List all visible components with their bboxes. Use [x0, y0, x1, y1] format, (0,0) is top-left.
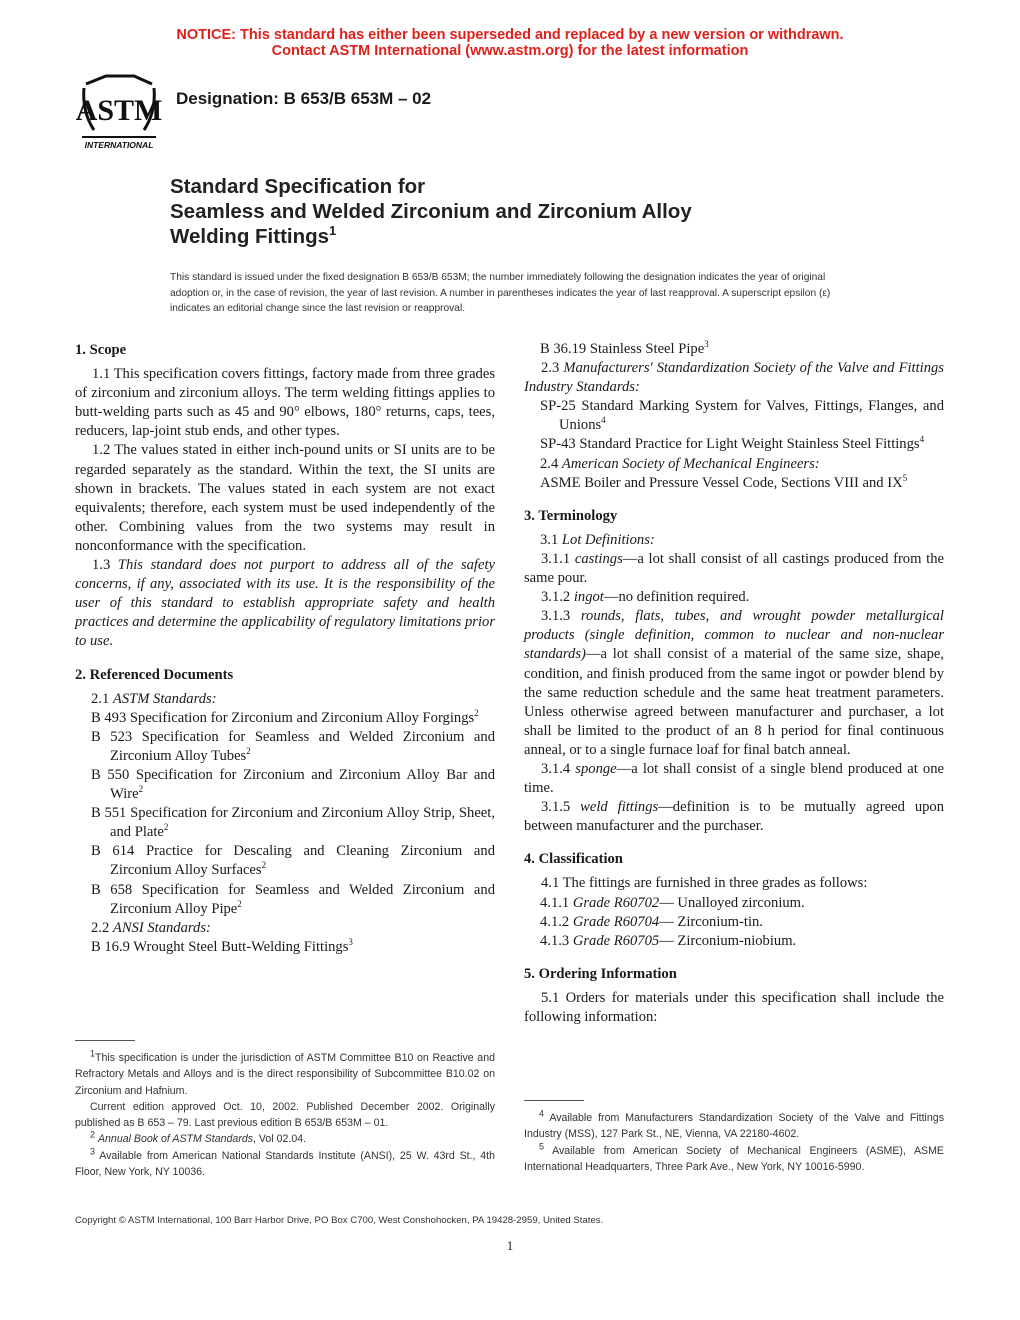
ansi-item-1: B 16.9 Wrought Steel Butt-Welding Fittings$^3$	[91, 936, 353, 955]
grade-item: 4.1.3 Grade R60705— Zirconium-niobium.	[540, 932, 797, 949]
footnotes-left	[75, 1050, 495, 1180]
mss-item-2: SP-43 Standard Practice for Light Weight Stainless Steel Fittings$^4$	[540, 434, 925, 453]
mss-standards-label: 2.3 Manufacturers' Standardization Society of the Valve and Fittings Industry Standards:	[524, 360, 944, 396]
issued-note: This standard is issued under the fixed designation B 653/B 653M; the number immediately following the designation indicates the year of original adoption or, in the case of revision, the year of last revision. A number in parentheses indicates the year of last reapproval. A superscript epsilon (ε) indicates an editorial change since the last revision or reapproval.	[170, 272, 831, 314]
term-ingot: 3.1.2 ingot—no definition required.	[541, 589, 750, 606]
astm-standards-label: 2.1 ASTM Standards:	[91, 690, 217, 707]
document-title	[170, 174, 870, 249]
copyright: Copyright © ASTM International, 100 Barr Harbor Drive, PO Box C700, West Conshohocken, PA 19428-2959, United States.	[75, 1215, 604, 1226]
designation: Designation: B 653/B 653M – 02	[176, 89, 432, 108]
title-line-1: Standard Specification for	[170, 175, 426, 198]
astm-logo	[76, 72, 162, 152]
scope-1-1: 1.1 This specification covers fittings, factory made from three grades of zirconium and zirconium alloys. The term welding fittings applies to butt-welding parts such as 45 and 90° elbows, 180° returns, caps, tees, reducers, lap-joint stub ends, and other types.	[75, 366, 495, 440]
asme-label: 2.4 American Society of Mechanical Engineers:	[540, 455, 820, 472]
ordering-5-1: 5.1 Orders for materials under this specification shall include the following information:	[524, 989, 944, 1025]
term-sponge: 3.1.4 sponge—a lot shall consist of a single blend produced at one time.	[524, 760, 944, 797]
notice-line-1: NOTICE: This standard has either been superseded and replaced by a new version or withdrawn.	[176, 27, 844, 43]
term-rounds: 3.1.3 rounds, flats, tubes, and wrought powder metallurgical products (single definition, common to nuclear and non-nuclear standards)—a lot shall consist of a material of the same size, shape, condition, and finish produced from the same ingot or powder blend by the same reduction schedule and the same heat treatment parameters. Unless otherwise agreed between manufacturer and purchaser, a lot shall be limited to the product of an 8 h period for final continuous anneal, or to a single furnace loaf for final batch anneal.	[524, 608, 944, 758]
footnote-4: $^4$ Available from Manufacturers Standardization Society of the Valve and Fittings Industry (MSS), 127 Park St., NE, Vienna, VA 22180-4602.	[524, 1108, 944, 1141]
terminology-heading: 3. Terminology	[524, 507, 618, 524]
term-weld-fittings: 3.1.5 weld fittings—definition is to be mutually agreed upon between manufacturer and the purchaser.	[524, 799, 945, 835]
grade-item: 4.1.2 Grade R60704— Zirconium-tin.	[540, 913, 763, 930]
logo-subtext: INTERNATIONAL	[84, 140, 154, 150]
astm-item: B 551 Specification for Zirconium and Zirconium Alloy Strip, Sheet, and Plate$^2$	[91, 805, 495, 841]
footnote-2: $^2$ Annual Book of ASTM Standards, Vol 02.04.	[90, 1129, 307, 1146]
ordering-heading: 5. Ordering Information	[524, 965, 677, 982]
title-line-2: Seamless and Welded Zirconium and Zirconium Alloy	[170, 200, 692, 223]
asme-item-1: ASME Boiler and Pressure Vessel Code, Sections VIII and $IX^5$	[540, 472, 908, 491]
astm-item: B 658 Specification for Seamless and Welded Zirconium and Zirconium Alloy Pipe$^2$	[91, 881, 495, 917]
footnote-1: $^1$This specification is under the jurisdiction of ASTM Committee B10 on Reactive and Refractory Metals and Alloys and is the direct responsibility of Subcommittee B10.02 on Zirconium and Hafnium.	[75, 1048, 495, 1097]
right-column	[524, 337, 944, 1027]
referenced-heading: 2. Referenced Documents	[75, 666, 234, 683]
astm-item: B 614 Practice for Descaling and Cleaning Zirconium and Zirconium Alloy Surfaces$^2$	[91, 843, 495, 879]
title-line-3: Welding Fittings	[170, 225, 330, 248]
page-number: 1	[506, 1238, 514, 1253]
footnote-5: $^5$ Available from American Society of Mechanical Engineers (ASME), ASME International Headquarters, Three Park Ave., New York, NY 10016-5990.	[524, 1141, 944, 1173]
classification-heading: 4. Classification	[524, 851, 623, 868]
footnote-rule-left	[75, 1040, 135, 1041]
title-footnote-mark: 1	[329, 223, 337, 239]
scope-heading: 1. Scope	[75, 342, 127, 358]
term-castings: 3.1.1 castings—a lot shall consist of all castings produced from the same pour.	[524, 550, 944, 587]
footnote-3: $^3$ Available from American National Standards Institute (ANSI), 25 W. 43rd St., 4th Floor, New York, NY 10036.	[75, 1146, 496, 1179]
astm-item: B 493 Specification for Zirconium and Zirconium Alloy Forgings$^2$	[91, 707, 479, 726]
mss-item-1: SP-25 Standard Marking System for Valves, Fittings, Flanges, and Unions$^4$	[540, 398, 944, 434]
ansi-standards-label: 2.2 ANSI Standards:	[91, 919, 211, 936]
left-column	[75, 337, 495, 957]
logo-text: ASTM	[76, 94, 162, 127]
scope-1-2: 1.2 The values stated in either inch-pound units or SI units are to be regarded separately as the standard. Within the text, the SI units are shown in brackets. The values stated in each system are not exact equivalents; therefore, each system must be used independently of the other. Combining values from the two systems may result in nonconformance with the specification.	[75, 442, 495, 554]
footnotes-right	[524, 1110, 944, 1175]
ansi-item-2: B 36.19 Stainless Steel Pipe$^3$	[540, 339, 709, 357]
lot-definitions: 3.1 Lot Definitions:	[540, 531, 655, 548]
footnote-rule-right	[524, 1100, 584, 1101]
astm-item: B 550 Specification for Zirconium and Zirconium Alloy Bar and Wire$^2$	[91, 766, 495, 803]
notice-line-2: Contact ASTM International (www.astm.org) for the latest information	[271, 43, 749, 59]
astm-standards-list	[75, 709, 495, 919]
grade-item: 4.1.1 Grade R60702— Unalloyed zirconium.	[540, 894, 805, 911]
astm-item: B 523 Specification for Seamless and Welded Zirconium and Zirconium Alloy Tubes$^2$	[91, 728, 495, 764]
scope-1-3: 1.3 This standard does not purport to address all of the safety concerns, if any, associated with its use. It is the responsibility of the user of this standard to establish appropriate safety and health practices and determine the applicability of regulatory limitations prior to use.	[75, 557, 495, 650]
footnote-1b: Current edition approved Oct. 10, 2002. Published December 2002. Originally published as B 653 – 79. Last previous edition B 653/B 653M – 01.	[75, 1100, 495, 1130]
classification-4-1: 4.1 The fittings are furnished in three grades as follows:	[541, 875, 868, 892]
withdrawal-notice	[0, 27, 1020, 59]
grade-list	[524, 894, 944, 951]
